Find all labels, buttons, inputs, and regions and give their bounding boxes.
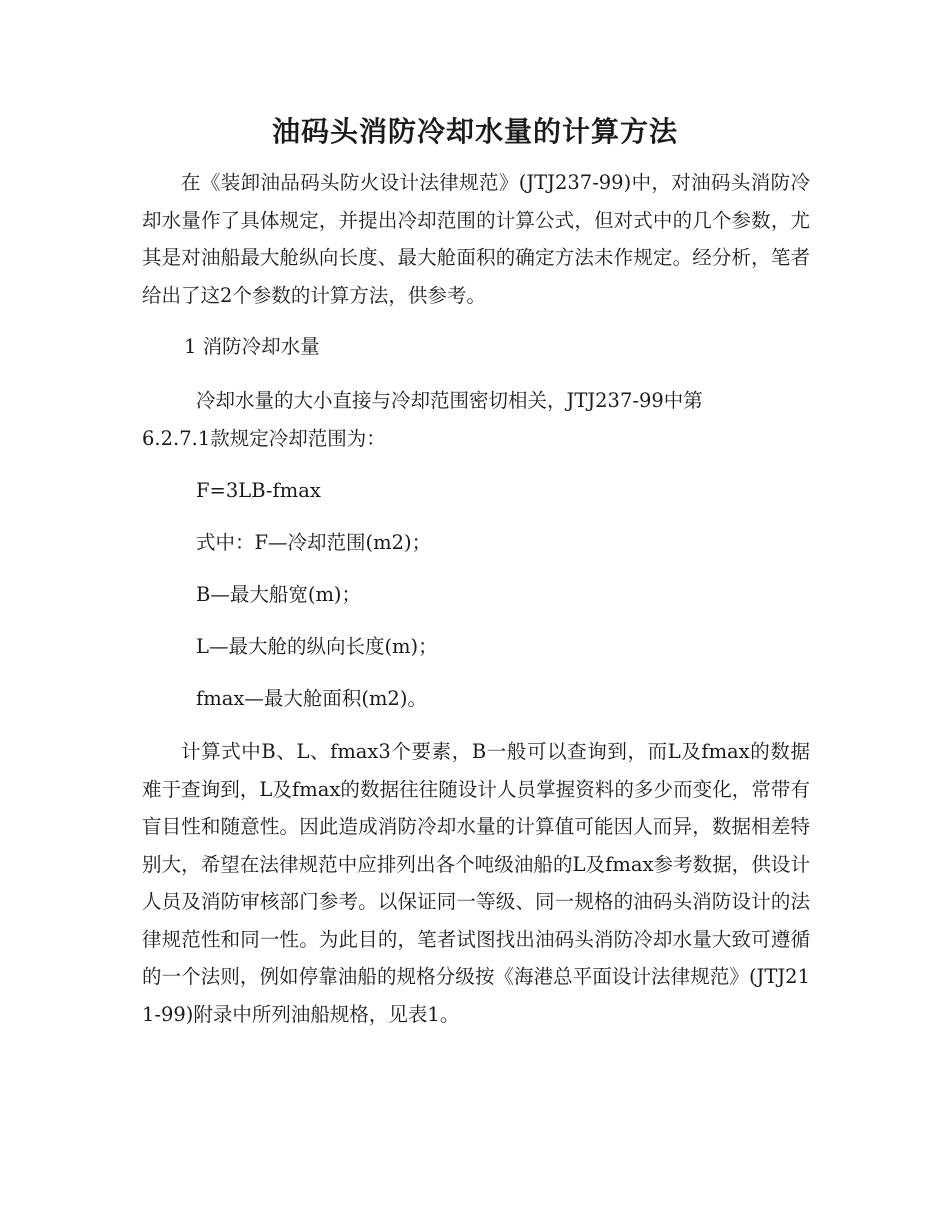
definition-fmax: fmax—最大舱面积(m2)。 — [196, 687, 427, 710]
definition-l: L—最大舱的纵向长度(m)； — [196, 635, 438, 658]
intro-paragraph: 在《装卸油品码头防火设计法律规范》(JTJ237-99)中，对油码头消防冷却水量作了具体规定，并提出冷却范围的计算公式，但对式中的几个参数，尤其是对油船最大舱纵向长度、最大舱面积的确定方法未作规定。经分析，笔者给出了这2个参数的计算方法，供参考。 — [142, 171, 810, 307]
section-text-line2: 6.2.7.1款规定冷却范围为： — [142, 427, 386, 450]
definition-b: B—最大船宽(m)； — [196, 583, 362, 606]
document-title: 油码头消防冷却水量的计算方法 — [271, 115, 678, 148]
definition-f: 式中：F—冷却范围(m2)； — [196, 531, 432, 554]
section-text-line1: 冷却水量的大小直接与冷却范围密切相关，JTJ237-99中第 — [196, 389, 703, 412]
analysis-paragraph: 计算式中B、L、fmax3个要素，B一般可以查询到，而L及fmax的数据难于查询到，L及fmax的数据往往随设计人员掌握资料的多少而变化，常带有盲目性和随意性。因此造成消防冷却水量的计算值可能因人而异，数据相差特别大，希望在法律规范中应排列出各个吨级油船的L及fmax参考数据，供设计人员及消防审核部门参考。以保证同一等级、同一规格的油码头消防设计的法律规范性和同一性。为此目的，笔者试图找出油码头消防冷却水量大致可遵循的一个法则，例如停靠油船的规格分级按《海港总平面设计法律规范》(JTJ211-99)附录中所列油船规格，见表1。 — [142, 740, 810, 1026]
formula: F=3LB-fmax — [196, 479, 321, 502]
section-heading: 1 消防冷却水量 — [184, 335, 320, 358]
